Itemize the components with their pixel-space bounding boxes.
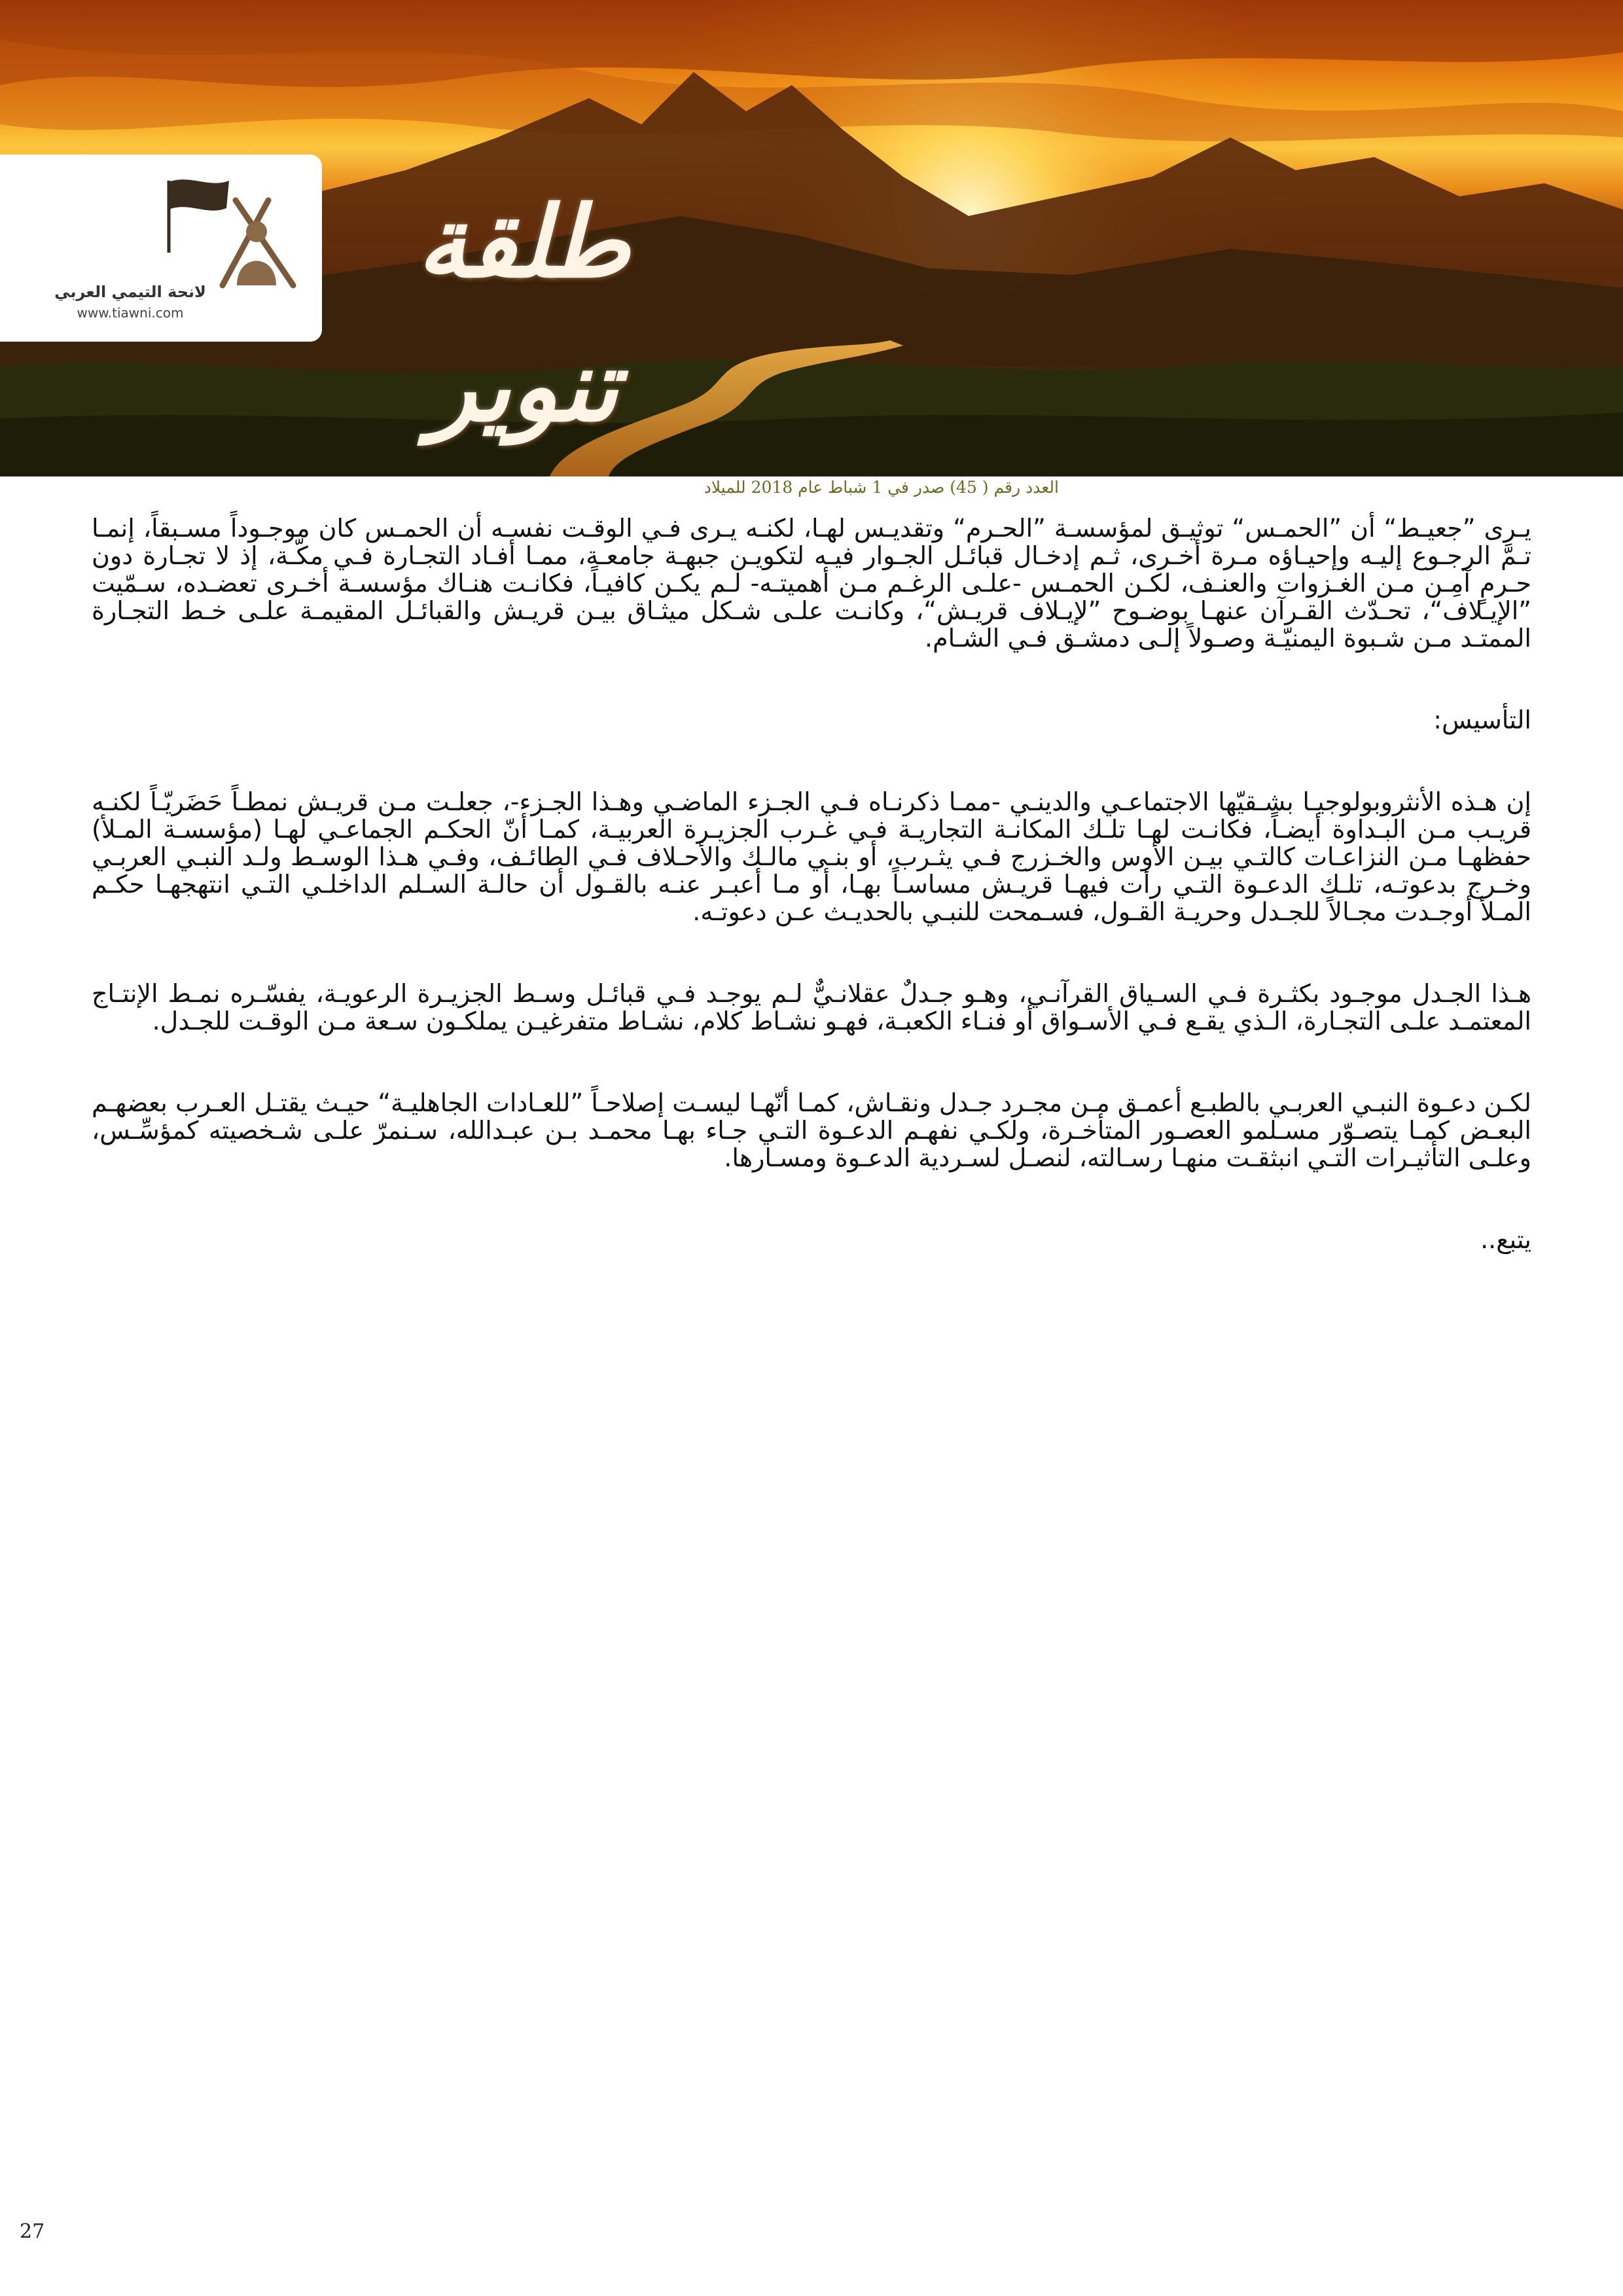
to-be-continued: يتبع..	[1480, 1225, 1531, 1254]
publisher-logo	[0, 154, 322, 342]
page-number: 27	[20, 2220, 45, 2243]
paragraph: إن هـذه الأنثروبولوجيـا بشـقيّها الاجتماعـي والدينـي -ممـا ذكرنـاه فـي الجـزء الماضـي وهـذا الجـزء-، جعلـت مـن قريـش نمطـاً حَضَريّـاً لكنـه قريـب مـن البـداوة أيضـاً، فكانـت لهـا تلـك المكانـة التجاريـة فـي غـرب الجزيـرة العربيـة، كمـا أنّ الحكـم الجماعـي لهـا (مؤسسـة المـلأ) حفظهـا مـن النزاعـات كالتـي بيـن الأوس والخـزرج فـي يثـرب، أو بنـي مالـك والأحـلاف فـي الطائـف، وفـي هـذا الوسـط ولـد النبـي العربـي وخـرج بدعوتـه، تلـك الدعـوة التـي رأت فيهـا قريـش مساسـاً بهـا، أو مـا أعبـر عنـه بالقـول أن حالـة السـلم الداخلـي التـي انتهجهـا حكـم المـلأ أوجـدت مجـالاً للجـدل وحريـة القـول، فسـمحت للنبـي بالحديـث عـن دعوتـه.	[92, 787, 1531, 926]
logo-name: لانحة التيمي العربي	[54, 283, 206, 301]
magazine-title: طلقة تنوير	[417, 185, 630, 444]
header-banner	[0, 0, 1623, 476]
paragraph: يـرى ”جعيـط“ أن ”الحمـس“ توثيـق لمؤسسـة ”الحـرم“ وتقديـس لهـا، لكنـه يـرى فـي الوقـت نفسـه أن الحمـس كان موجـوداً مسـبقاً، إنمـا تـمَّ الرجـوع إليـه وإحيـاؤه مـرة أخـرى، ثـم إدخـال قبائـل الجـوار فيـه لتكويـن جبهـة جامعـة، ممـا أفـاد التجـارة فـي مكّـة، إذ لا تجـارة دون حـرمٍ آمِـن مـن الغـزوات والعنـف، لكـن الحمـس -علـى الرغـم مـن أهميتـه- لـم يكـن كافيـاً، فكانـت هنـاك مؤسسـة أخـرى تعضـده، سـمّيت ”الإيـلاف“، تحـدّث القـرآن عنهـا بوضـوح ”لإيـلاف قريـش“، وكانـت علـى شـكل ميثـاق بيـن قريـش والقبائـل المقيمـة علـى خـط التجـارة الممتـد مـن شـبوة اليمنيّـة وصـولاً إلـى دمشـق فـي الشـام.	[92, 514, 1531, 653]
issue-info: العدد رقم ( 45) صدر في 1 شباط عام 2018 للميلاد	[704, 478, 1059, 497]
figure-with-rifles-icon	[223, 200, 293, 285]
logo-url: www.tiawni.com	[77, 305, 184, 321]
paragraph: هـذا الجـدل موجـود بكثـرة فـي السـياق القرآنـي، وهـو جـدلٌ عقلانـيٌّ لـم يوجـد فـي قبائـل وسـط الجزيـرة الرعويـة، يفسّـره نمـط الإنتـاج المعتمـد علـى التجـارة، الـذي يقـع فـي الأسـواق أو فنـاء الكعبـة، فهـو نشـاط كلام، نشـاط متفرغيـن يملكـون سـعة مـن الوقـت للجـدل.	[92, 979, 1531, 1035]
paragraph: لكـن دعـوة النبـي العربـي بالطبـع أعمـق مـن مجـرد جـدل ونقـاش، كمـا أنّهـا ليسـت إصلاحـاً ”للعـادات الجاهليـة“ حيـث يقتـل العـرب بعضهـم البعـض كمـا يتصـوّر مسـلمو العصـور المتأخـرة، ولكـي نفهـم الدعـوة التـي جـاء بهـا محمـد بـن عبـدالله، سـنمرّ علـى شـخصيته كمؤسِّـس، وعلـى التأثيـرات التـي انبثقـت منهـا رسـالته، لنصـل لسـردية الدعـوة ومسـارها.	[92, 1088, 1531, 1172]
section-heading: التأسيس:	[1433, 706, 1531, 734]
article-body	[92, 514, 1531, 1253]
